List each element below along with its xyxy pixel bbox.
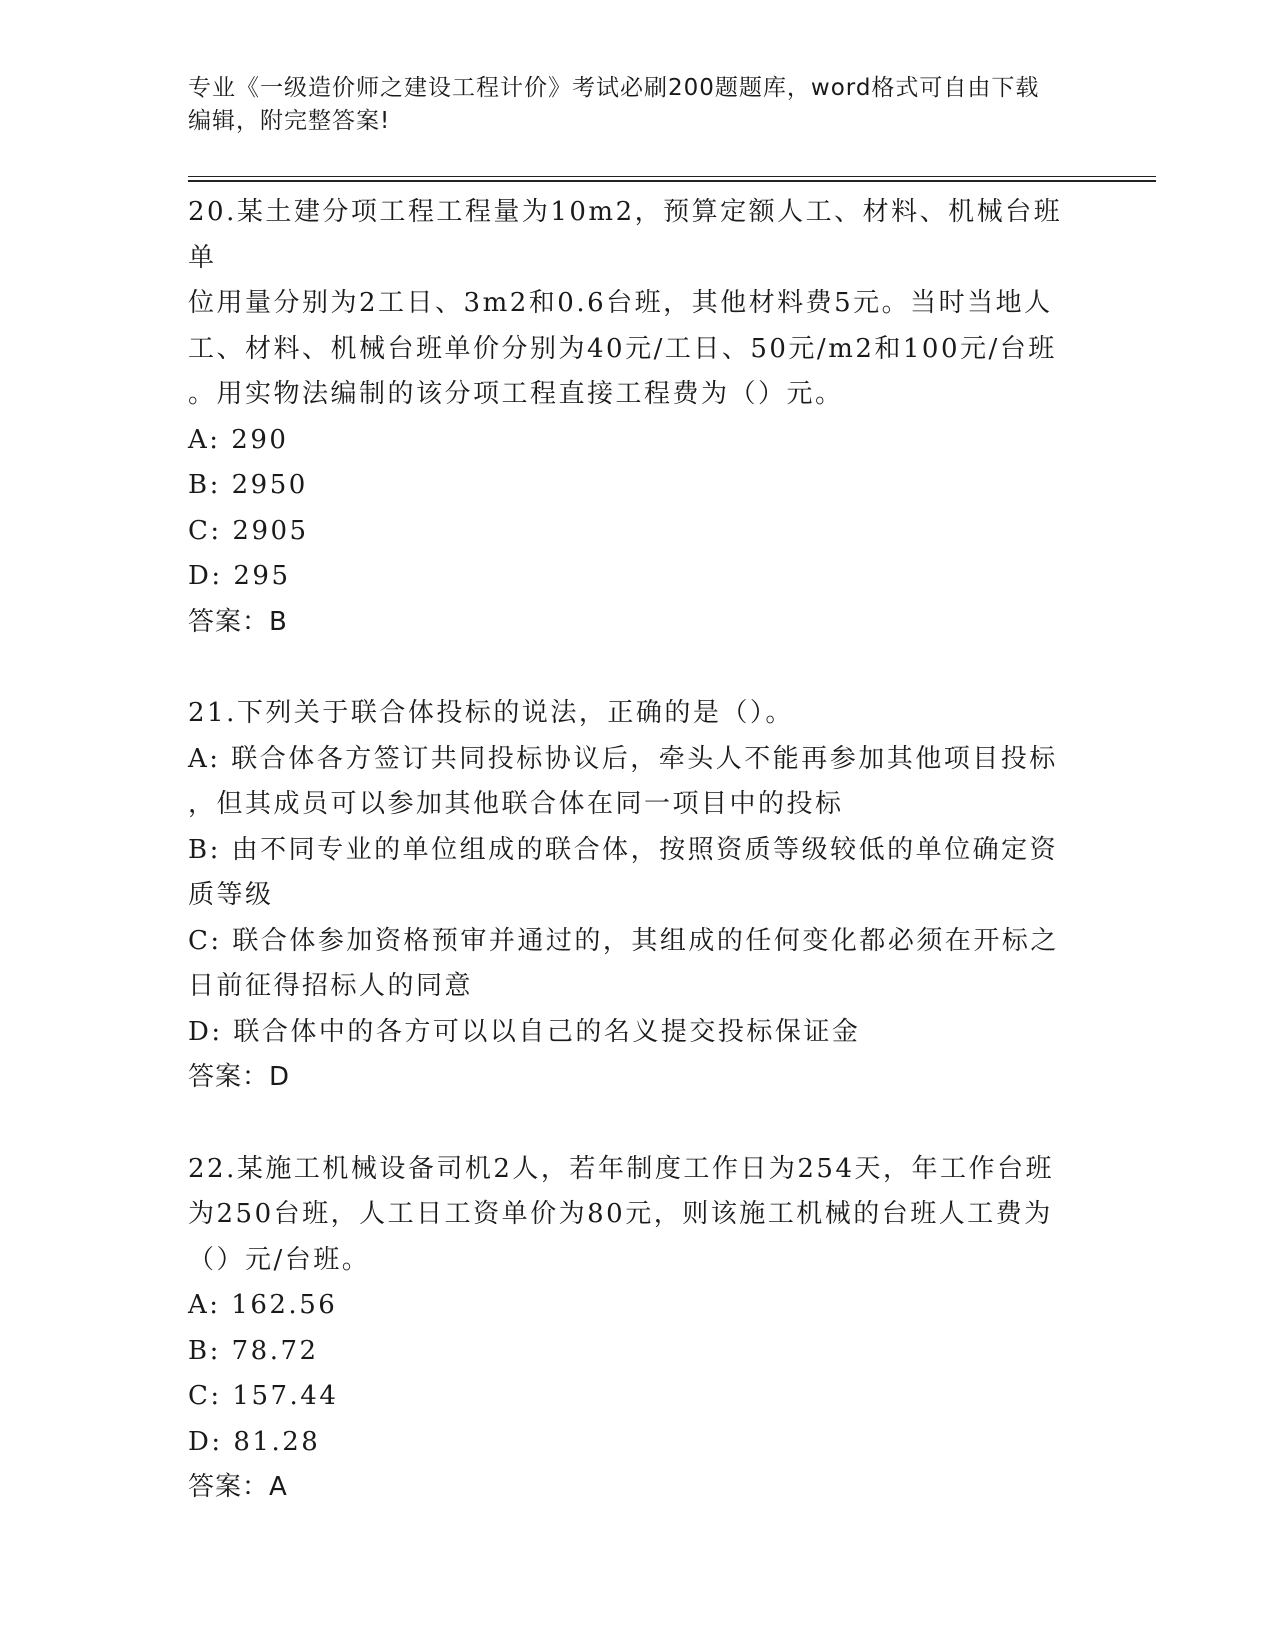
question-stem-line: 工、材料、机械台班单价分别为40元/工日、50元/m2和100元/台班 (188, 333, 1057, 364)
option-c: C: 联合体参加资格预审并通过的，其组成的任何变化都必须在开标之 (188, 925, 1059, 956)
header-line-2: 编辑，附完整答案! (188, 108, 391, 134)
option-b-continued: 质等级 (188, 880, 274, 910)
question-list (188, 190, 1088, 1557)
question-stem-line: 22.某施工机械设备司机2人，若年制度工作日为254天，年工作台班 (188, 1153, 1055, 1184)
option-b: B: 2950 (188, 470, 308, 500)
question-stem-line: 21.下列关于联合体投标的说法，正确的是（）。 (188, 698, 794, 728)
option-a-continued: ，但其成员可以参加其他联合体在同一项目中的投标 (188, 789, 844, 819)
option-d: D: 295 (188, 561, 291, 591)
question-stem-line: 位用量分别为2工日、3m2和0.6台班，其他材料费5元。当时当地人 (188, 288, 1053, 318)
question-stem-line: 20.某土建分项工程工程量为10m2，预算定额人工、材料、机械台班单 (188, 197, 1063, 273)
header-rule-thick (188, 180, 1156, 182)
question-stem-line: 。用实物法编制的该分项工程直接工程费为（）元。 (188, 379, 844, 409)
option-c: C: 157.44 (188, 1381, 339, 1411)
answer-text: 答案：A (188, 1472, 288, 1502)
option-b: B: 78.72 (188, 1335, 319, 1366)
question-21 (188, 691, 1088, 1101)
option-a: A: 联合体各方签订共同投标协议后，牵头人不能再参加其他项目投标 (188, 743, 1058, 774)
option-a: A: 162.56 (188, 1290, 338, 1320)
question-stem-line: 为250台班，人工日工资单价为80元，则该施工机械的台班人工费为 (188, 1199, 1053, 1229)
option-d: D: 联合体中的各方可以以自己的名义提交投标保证金 (188, 1016, 861, 1047)
question-22 (188, 1147, 1088, 1511)
question-stem-line: （）元/台班。 (188, 1244, 371, 1275)
document-header (188, 72, 1068, 138)
question-20 (188, 190, 1088, 645)
header-line-1: 专业《一级造价师之建设工程计价》考试必刷200题题库，word格式可自由下载 (188, 75, 1040, 101)
option-c: C: 2905 (188, 515, 309, 546)
answer-text: 答案：B (188, 606, 288, 637)
option-a: A: 290 (188, 424, 289, 455)
option-b: B: 由不同专业的单位组成的联合体，按照资质等级较低的单位确定资 (188, 834, 1059, 865)
option-d: D: 81.28 (188, 1426, 321, 1457)
answer-text: 答案：D (188, 1062, 291, 1092)
option-c-continued: 日前征得招标人的同意 (188, 971, 474, 1001)
header-rule-thin (188, 176, 1156, 177)
